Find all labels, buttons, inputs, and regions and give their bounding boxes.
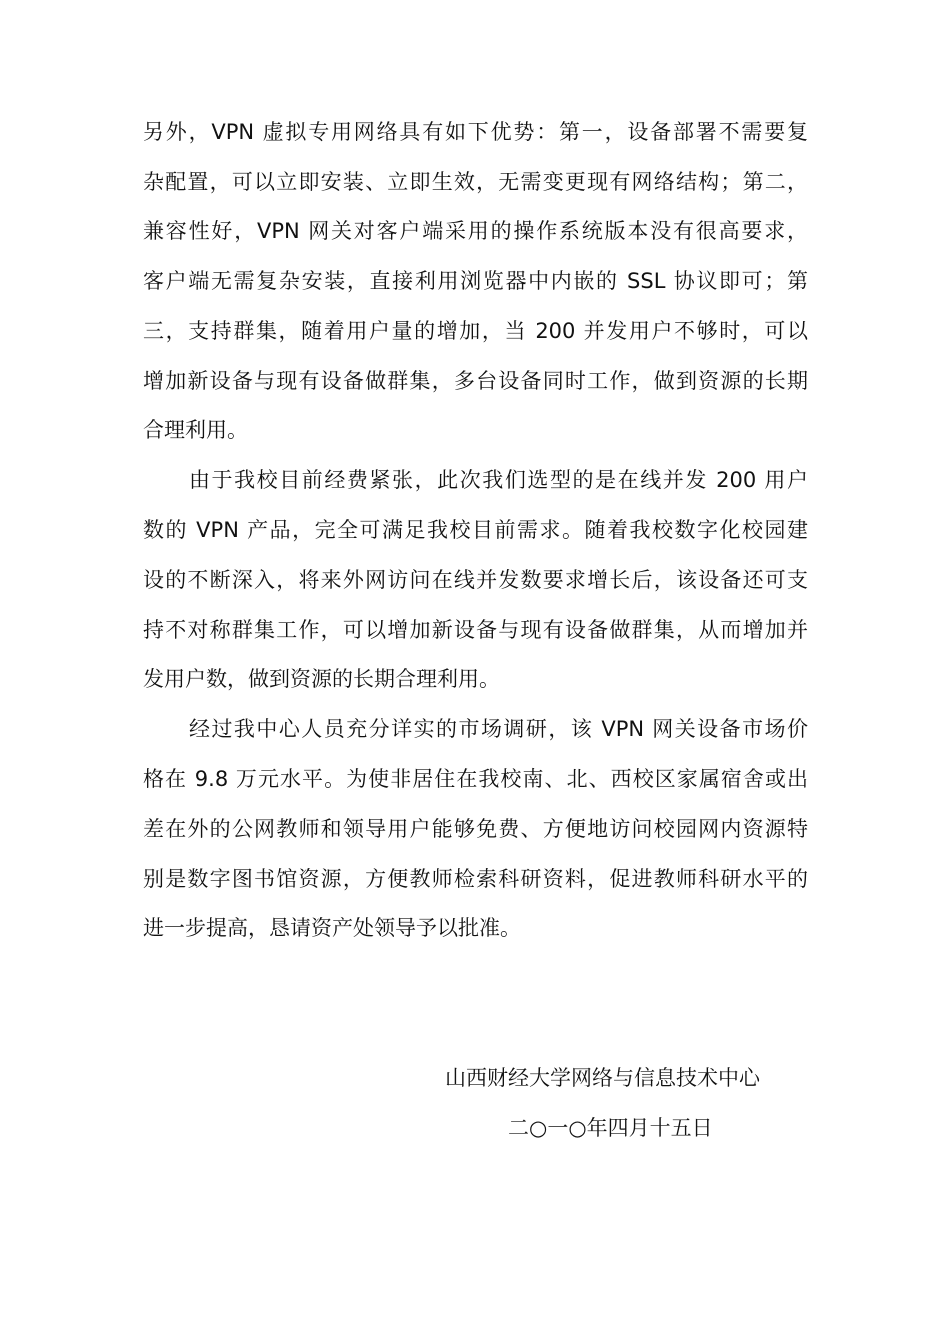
paragraph-line: 发用户数，做到资源的长期合理利用。 — [143, 667, 500, 691]
paragraph-line: 由于我校目前经费紧张，此次我们选型的是在线并发 200 用户 — [189, 468, 808, 492]
paragraph-line: 杂配置，可以立即安装、立即生效，无需变更现有网络结构；第二， — [143, 170, 808, 194]
paragraph-line: 合理利用。 — [143, 418, 248, 442]
paragraph-line: 增加新设备与现有设备做群集，多台设备同时工作，做到资源的长期 — [143, 369, 808, 393]
paragraph-line: 兼容性好，VPN 网关对客户端采用的操作系统版本没有很高要求， — [143, 219, 808, 243]
paragraph-line: 差在外的公网教师和领导用户能够免费、方便地访问校园网内资源特 — [143, 817, 808, 841]
paragraph-line: 进一步提高，恳请资产处领导予以批准。 — [143, 916, 521, 940]
paragraph-line: 三，支持群集，随着用户量的增加，当 200 并发用户不够时，可以 — [143, 319, 808, 343]
paragraph-line: 经过我中心人员充分详实的市场调研，该 VPN 网关设备市场价 — [189, 717, 808, 741]
paragraph-line: 格在 9.8 万元水平。为使非居住在我校南、北、西校区家属宿舍或出 — [143, 767, 808, 791]
paragraph-line: 持不对称群集工作，可以增加新设备与现有设备做群集，从而增加并 — [143, 618, 808, 642]
paragraph-line: 客户端无需复杂安装，直接利用浏览器中内嵌的 SSL 协议即可；第 — [143, 269, 808, 293]
paragraph-line: 数的 VPN 产品，完全可满足我校目前需求。随着我校数字化校园建 — [143, 518, 808, 542]
paragraph-line: 别是数字图书馆资源，方便教师检索科研资料，促进教师科研水平的 — [143, 867, 808, 891]
signature-date: 二○一○年四月十五日 — [508, 1116, 713, 1140]
paragraph-line: 设的不断深入，将来外网访问在线并发数要求增长后，该设备还可支 — [143, 568, 808, 592]
paragraph-line: 另外，VPN 虚拟专用网络具有如下优势：第一，设备部署不需要复 — [143, 120, 808, 144]
signature-organization: 山西财经大学网络与信息技术中心 — [445, 1066, 760, 1090]
